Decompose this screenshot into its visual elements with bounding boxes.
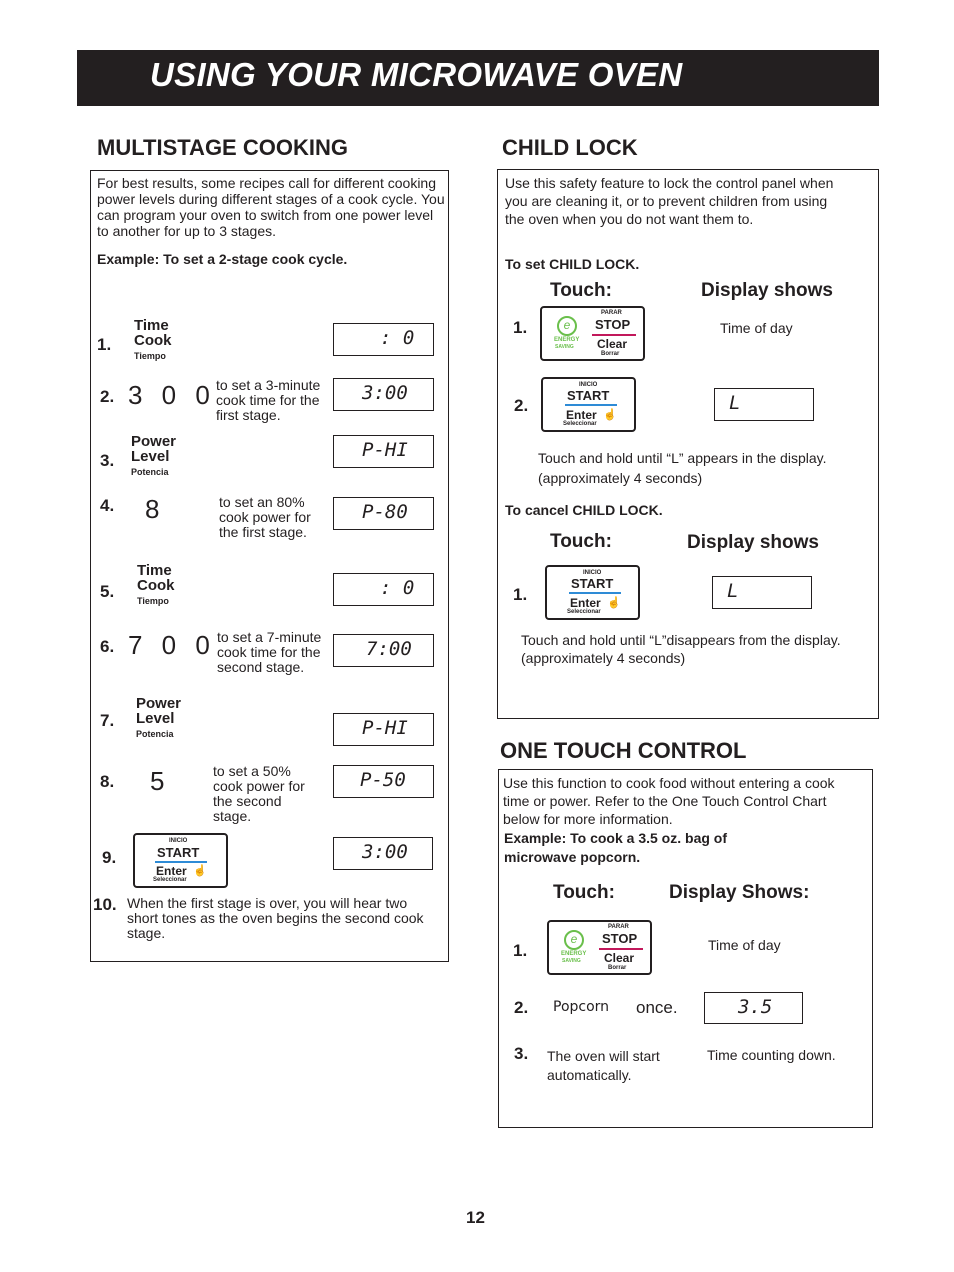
child-lock-title: CHILD LOCK (502, 135, 638, 160)
display-text: Time counting down. (707, 1047, 836, 1063)
cancel-child-lock-heading: To cancel CHILD LOCK. (505, 502, 663, 518)
one-touch-title: ONE TOUCH CONTROL (500, 738, 747, 763)
page-title: USING YOUR MICROWAVE OVEN (150, 56, 683, 93)
display-text: P-80 (362, 501, 408, 523)
touch-heading: Touch: (550, 280, 612, 301)
key-sublabel: Tiempo (137, 596, 169, 606)
once-text: once. (636, 998, 678, 1017)
start-button[interactable] (541, 377, 636, 432)
start-accent-line (565, 404, 617, 406)
step-number: 2. (514, 998, 529, 1017)
step-number: 1. (513, 585, 528, 604)
step-number: 3. (100, 451, 115, 470)
power-level-key[interactable] (136, 696, 181, 739)
step-desc: When the first stage is over, you will hear two short tones as the oven begins the second cook stage. (127, 895, 424, 941)
step-number: 2. (514, 396, 529, 415)
start-bottom-label: Seleccionar (153, 877, 187, 883)
energy-saving-icon: e (564, 930, 584, 950)
clear-label: Clear (597, 337, 628, 351)
start-button[interactable] (545, 565, 640, 620)
one-touch-example: Example: To cook a 3.5 oz. bag of microwave popcorn. (504, 830, 728, 865)
start-accent-line (155, 861, 207, 863)
multistage-title: MULTISTAGE COOKING (97, 135, 348, 160)
stop-top-label: PARAR (601, 310, 622, 316)
display-readout (333, 573, 434, 606)
stop-accent-line (599, 948, 643, 950)
step-number: 7. (100, 711, 115, 730)
display-text: : 0 (380, 577, 415, 599)
display-text: L (729, 392, 741, 414)
stop-label: STOP (602, 931, 638, 946)
display-readout (333, 378, 434, 411)
display-text: : 0 (380, 327, 415, 349)
start-top-label: INICIO (579, 382, 598, 388)
step-number: 6. (100, 637, 115, 656)
start-label: START (571, 576, 614, 591)
display-text: L (727, 580, 739, 602)
stop-top-label: PARAR (608, 924, 629, 930)
enter-label: Enter (156, 864, 187, 878)
stop-bottom-label: Borrar (608, 965, 627, 971)
key-label: Time (134, 317, 169, 334)
key-label: Power (131, 433, 177, 450)
stop-label: STOP (595, 317, 631, 332)
multistage-example: Example: To set a 2-stage cook cycle. (97, 251, 348, 267)
start-bottom-label: Seleccionar (567, 609, 601, 615)
display-shows-heading: Display Shows: (669, 882, 810, 903)
page-number: 12 (466, 1208, 485, 1227)
step-desc: to set a 50% cook power for the second stage. (213, 763, 305, 824)
energy-label: ENERGY (554, 337, 580, 343)
display-text: Time of day (720, 320, 793, 336)
display-shows-heading: Display shows (701, 280, 833, 301)
key-label: Cook (137, 577, 175, 594)
number-keys[interactable]: 5 (150, 766, 171, 796)
hand-icon: ☝ (603, 409, 617, 421)
display-text: P-HI (362, 439, 408, 461)
step-number: 1. (97, 335, 112, 354)
saving-label: SAVING (562, 958, 581, 964)
key-label: Level (136, 710, 175, 727)
display-text: 7:00 (366, 638, 412, 660)
display-readout (704, 992, 803, 1024)
saving-label: SAVING (555, 344, 574, 350)
key-label: Level (131, 448, 170, 465)
enter-label: Enter (566, 408, 597, 422)
step-desc: to set a 3-minute cook time for the first stage. (216, 377, 321, 423)
step-number: 3. (514, 1044, 529, 1063)
step-desc: The oven will start automatically. (547, 1048, 660, 1083)
step-number: 1. (513, 941, 528, 960)
time-cook-key[interactable] (134, 318, 172, 361)
time-cook-key[interactable] (137, 563, 175, 606)
display-readout (333, 713, 434, 746)
touch-heading: Touch: (553, 882, 615, 903)
stop-clear-button[interactable] (540, 306, 645, 361)
display-text: P-50 (360, 769, 406, 791)
popcorn-key[interactable]: Popcorn (553, 999, 610, 1015)
hand-icon: ☝ (193, 865, 207, 877)
display-text: Time of day (708, 937, 781, 953)
step-desc: to set a 7-minute cook time for the second stage. (217, 629, 322, 675)
start-bottom-label: Seleccionar (563, 421, 597, 427)
number-keys[interactable]: 8 (145, 494, 166, 524)
start-label: START (567, 388, 610, 403)
energy-saving-icon: e (557, 316, 577, 336)
step-number: 5. (100, 582, 115, 601)
key-sublabel: Tiempo (134, 351, 166, 361)
stop-clear-button[interactable] (547, 920, 652, 975)
key-label: Cook (134, 332, 172, 349)
key-label: Time (137, 562, 172, 579)
start-top-label: INICIO (169, 838, 188, 844)
set-child-lock-heading: To set CHILD LOCK. (505, 256, 640, 272)
step-number: 1. (513, 318, 528, 337)
step-number: 2. (100, 387, 115, 406)
power-level-key[interactable] (131, 434, 176, 477)
display-text: 3:00 (362, 841, 408, 863)
step-number: 9. (102, 848, 117, 867)
display-readout (333, 497, 434, 530)
key-sublabel: Potencia (136, 729, 174, 739)
display-readout (333, 837, 433, 870)
key-label: Power (136, 695, 182, 712)
display-readout (333, 765, 434, 798)
multistage-intro: For best results, some recipes call for different cooking power levels during different stages of a cook cycle. You can program your oven to switch from one power level to another for up to 3 stages. (97, 175, 445, 239)
stop-bottom-label: Borrar (601, 351, 620, 357)
display-readout (712, 576, 812, 609)
energy-label: ENERGY (561, 951, 587, 957)
step-desc: to set an 80% cook power for the first stage. (219, 494, 311, 540)
child-lock-intro: Use this safety feature to lock the control panel when you are cleaning it, or to prevent children from using the oven when you do not want them to. (505, 175, 834, 227)
enter-label: Enter (570, 596, 601, 610)
display-readout (333, 323, 434, 356)
start-button[interactable] (133, 833, 228, 888)
hand-icon: ☝ (607, 597, 621, 609)
touch-heading: Touch: (550, 531, 612, 552)
start-accent-line (569, 592, 621, 594)
clear-label: Clear (604, 951, 635, 965)
display-shows-heading: Display shows (687, 532, 819, 553)
display-text: P-HI (362, 717, 408, 739)
start-top-label: INICIO (583, 570, 602, 576)
display-readout (333, 435, 434, 468)
start-label: START (157, 845, 200, 860)
step-number: 4. (100, 496, 115, 515)
step-number: 8. (100, 772, 115, 791)
stop-accent-line (592, 334, 636, 336)
step-note: Touch and hold until “L” appears in the display. (approximately 4 seconds) (538, 450, 827, 486)
display-readout (333, 634, 434, 667)
display-text: 3.5 (738, 996, 773, 1018)
display-text: 3:00 (362, 382, 408, 404)
step-number: 10. (93, 895, 117, 914)
one-touch-intro: Use this function to cook food without entering a cook time or power. Refer to the One Touch Control Chart below for more information. (503, 775, 835, 827)
key-sublabel: Potencia (131, 467, 169, 477)
step-note: Touch and hold until “L”disappears from the display. (approximately 4 seconds) (521, 632, 841, 666)
number-keys[interactable]: 7 0 0 (128, 630, 216, 660)
number-keys[interactable]: 3 0 0 (128, 380, 216, 410)
display-readout (714, 388, 814, 421)
